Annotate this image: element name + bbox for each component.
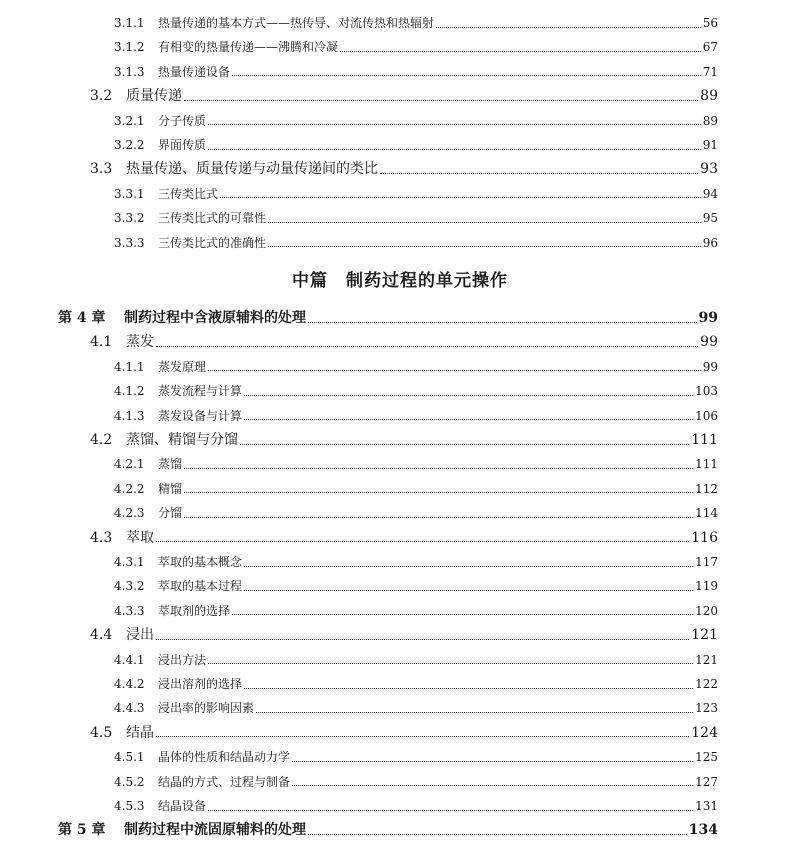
entry-title: 结晶的方式、过程与制备: [158, 774, 291, 789]
entry-number: 3.3.3: [114, 235, 145, 250]
entry-title: 蒸发原理: [158, 359, 207, 374]
dot-leader: [308, 322, 697, 323]
entry-page-number: 111: [691, 432, 718, 448]
entry-number: 4.5: [90, 724, 113, 741]
entry-title: 萃取的基本过程: [158, 579, 243, 594]
dot-leader: [436, 27, 701, 28]
dot-leader: [208, 810, 693, 811]
dot-leader: [292, 785, 693, 786]
toc-subsection-entry[interactable]: [114, 502, 718, 524]
toc-subsection-entry[interactable]: [114, 551, 718, 573]
toc-subsection-entry[interactable]: [114, 600, 718, 622]
entry-page-number: 114: [695, 506, 718, 521]
dot-leader: [208, 663, 693, 664]
entry-page-number: 67: [702, 40, 718, 55]
entry-page-number: 120: [695, 603, 718, 618]
entry-title: 分馏: [158, 506, 183, 521]
toc-subsection-entry[interactable]: [114, 380, 718, 402]
dot-leader: [184, 100, 698, 101]
entry-title: 晶体的性质和结晶动力学: [158, 750, 291, 765]
toc-subsection-entry[interactable]: [114, 575, 718, 597]
toc-subsection-entry[interactable]: [114, 697, 718, 719]
entry-title: 三传类比式: [158, 186, 219, 201]
entry-title: 热量传递的基本方式——热传导、对流传热和热辐射: [158, 16, 435, 30]
entry-page-number: 91: [702, 138, 718, 152]
entry-number: 第 4 章: [58, 310, 106, 326]
entry-number: 4.4.3: [114, 701, 145, 716]
toc-subsection-entry[interactable]: [114, 207, 718, 229]
entry-title: 浸出溶剂的选择: [158, 677, 243, 691]
entry-page-number: 96: [702, 235, 718, 250]
entry-page-number: 121: [691, 627, 718, 644]
entry-number: 4.5.1: [114, 750, 145, 765]
entry-title: 热量传递、质量传递与动量传递间的类比: [126, 161, 378, 178]
entry-page-number: 134: [688, 822, 718, 839]
dot-leader: [240, 444, 689, 445]
toc-subsection-entry[interactable]: [114, 110, 718, 132]
entry-page-number: 56: [702, 16, 718, 30]
toc-section-entry[interactable]: [90, 722, 718, 744]
entry-number: 3.3: [90, 161, 113, 178]
entry-page-number: 124: [691, 724, 718, 741]
entry-page-number: 117: [695, 555, 718, 569]
entry-page-number: 127: [695, 774, 718, 789]
dot-leader: [208, 124, 701, 125]
entry-number: 4.3.2: [114, 579, 145, 594]
entry-title: 结晶设备: [158, 799, 207, 813]
entry-number: 3.2.2: [114, 138, 145, 152]
entry-number: 4.4: [90, 627, 113, 644]
entry-page-number: 94: [702, 186, 718, 201]
entry-number: 3.2: [90, 88, 113, 105]
dot-leader: [220, 197, 701, 198]
toc-subsection-entry[interactable]: [114, 649, 718, 671]
entry-page-number: 116: [691, 529, 718, 546]
entry-title: 三传类比式的可靠性: [158, 211, 267, 226]
dot-leader: [156, 541, 689, 542]
dot-leader: [156, 346, 698, 347]
entry-number: 4.2.1: [114, 457, 145, 472]
entry-number: 3.1.1: [114, 16, 145, 30]
entry-title: 分子传质: [158, 113, 207, 128]
toc-section-entry[interactable]: [90, 331, 718, 353]
entry-title: 精馏: [158, 481, 183, 496]
entry-number: 4.4.2: [114, 677, 145, 691]
dot-leader: [244, 688, 693, 689]
entry-title: 制药过程中流固原辅料的处理: [124, 822, 306, 839]
entry-title: 蒸发设备与计算: [158, 408, 243, 423]
entry-number: 3.1.2: [114, 40, 145, 55]
toc-section-entry[interactable]: [90, 85, 718, 107]
toc-subsection-entry[interactable]: [114, 795, 718, 817]
entry-page-number: 99: [702, 359, 718, 374]
dot-leader: [232, 75, 701, 76]
entry-title: 萃取剂的选择: [158, 603, 231, 618]
entry-page-number: 123: [695, 701, 718, 716]
entry-page-number: 122: [695, 677, 718, 691]
dot-leader: [244, 395, 693, 396]
toc-section-entry[interactable]: [90, 527, 718, 549]
entry-title: 萃取: [126, 529, 154, 546]
toc-subsection-entry[interactable]: [114, 453, 718, 475]
entry-title: 浸出: [126, 627, 154, 644]
entry-title: 制药过程中含液原辅料的处理: [124, 310, 306, 326]
dot-leader: [340, 51, 701, 52]
entry-page-number: 93: [700, 161, 718, 178]
entry-page-number: 121: [695, 652, 718, 667]
entry-title: 蒸发: [126, 334, 154, 351]
entry-number: 3.2.1: [114, 113, 145, 128]
entry-number: 4.3: [90, 529, 113, 546]
entry-number: 3.1.3: [114, 64, 145, 79]
entry-title: 浸出率的影响因素: [158, 701, 255, 716]
toc-subsection-entry[interactable]: [114, 405, 718, 427]
dot-leader: [184, 468, 693, 469]
dot-leader: [232, 614, 693, 615]
entry-number: 4.4.1: [114, 652, 145, 667]
toc-subsection-entry[interactable]: [114, 134, 718, 156]
entry-page-number: 111: [695, 457, 718, 472]
entry-number: 第 5 章: [58, 822, 106, 839]
dot-leader: [156, 639, 689, 640]
entry-number: 4.3.1: [114, 555, 145, 569]
entry-title: 三传类比式的准确性: [158, 235, 267, 250]
entry-title: 萃取的基本概念: [158, 555, 243, 569]
dot-leader: [184, 517, 693, 518]
entry-title: 蒸馏: [158, 457, 183, 472]
entry-title: 浸出方法: [158, 652, 207, 667]
entry-title: 质量传递: [126, 88, 182, 105]
entry-title: 有相变的热量传递——沸腾和冷凝: [158, 40, 339, 55]
entry-page-number: 106: [695, 408, 718, 423]
toc-subsection-entry[interactable]: [114, 183, 718, 205]
entry-title: 蒸馏、精馏与分馏: [126, 432, 238, 448]
toc-section-entry[interactable]: [90, 624, 718, 646]
dot-leader: [256, 712, 693, 713]
toc-subsection-entry[interactable]: [114, 356, 718, 378]
entry-number: 4.1.3: [114, 408, 145, 423]
dot-leader: [208, 149, 701, 150]
dot-leader: [268, 222, 701, 223]
toc-subsection-entry[interactable]: [114, 673, 718, 695]
toc-subsection-entry[interactable]: [114, 12, 718, 34]
entry-page-number: 112: [695, 481, 718, 496]
entry-page-number: 131: [695, 799, 718, 813]
dot-leader: [268, 246, 701, 247]
entry-page-number: 125: [695, 750, 718, 765]
dot-leader: [244, 419, 693, 420]
entry-page-number: 99: [700, 334, 718, 351]
entry-page-number: 89: [700, 88, 718, 105]
dot-leader: [244, 566, 693, 567]
entry-number: 4.2: [90, 432, 113, 448]
entry-number: 4.1.1: [114, 359, 145, 374]
dot-leader: [156, 736, 689, 737]
entry-page-number: 99: [698, 310, 718, 326]
entry-number: 4.5.3: [114, 799, 145, 813]
entry-title: 热量传递设备: [158, 64, 231, 79]
toc-subsection-entry[interactable]: [114, 771, 718, 793]
entry-number: 4.2.2: [114, 481, 145, 496]
toc-subsection-entry[interactable]: [114, 232, 718, 254]
toc-section-entry[interactable]: [90, 158, 718, 180]
entry-number: 3.3.1: [114, 186, 145, 201]
dot-leader: [244, 590, 693, 591]
toc-subsection-entry[interactable]: [114, 746, 718, 768]
entry-number: 4.1.2: [114, 384, 145, 399]
entry-title: 界面传质: [158, 138, 207, 152]
entry-page-number: 103: [695, 384, 718, 399]
toc-subsection-entry[interactable]: [114, 36, 718, 58]
entry-page-number: 95: [702, 211, 718, 226]
entry-page-number: 71: [702, 64, 718, 79]
entry-page-number: 89: [702, 113, 718, 128]
entry-page-number: 119: [695, 579, 718, 594]
toc-chapter-entry[interactable]: [58, 819, 718, 841]
dot-leader: [208, 370, 701, 371]
toc-chapter-entry[interactable]: [58, 307, 718, 329]
entry-number: 4.1: [90, 334, 113, 351]
entry-number: 4.2.3: [114, 506, 145, 521]
entry-number: 4.3.3: [114, 603, 145, 618]
entry-number: 4.5.2: [114, 774, 145, 789]
toc-subsection-entry[interactable]: [114, 61, 718, 83]
dot-leader: [184, 492, 693, 493]
entry-title: 蒸发流程与计算: [158, 384, 243, 399]
dot-leader: [380, 173, 698, 174]
toc-section-entry[interactable]: [90, 429, 718, 451]
dot-leader: [308, 834, 687, 835]
toc-subsection-entry[interactable]: [114, 478, 718, 500]
part-heading: 中篇 制药过程的单元操作: [292, 271, 508, 291]
dot-leader: [292, 761, 693, 762]
entry-title: 结晶: [126, 724, 154, 741]
entry-number: 3.3.2: [114, 211, 145, 226]
